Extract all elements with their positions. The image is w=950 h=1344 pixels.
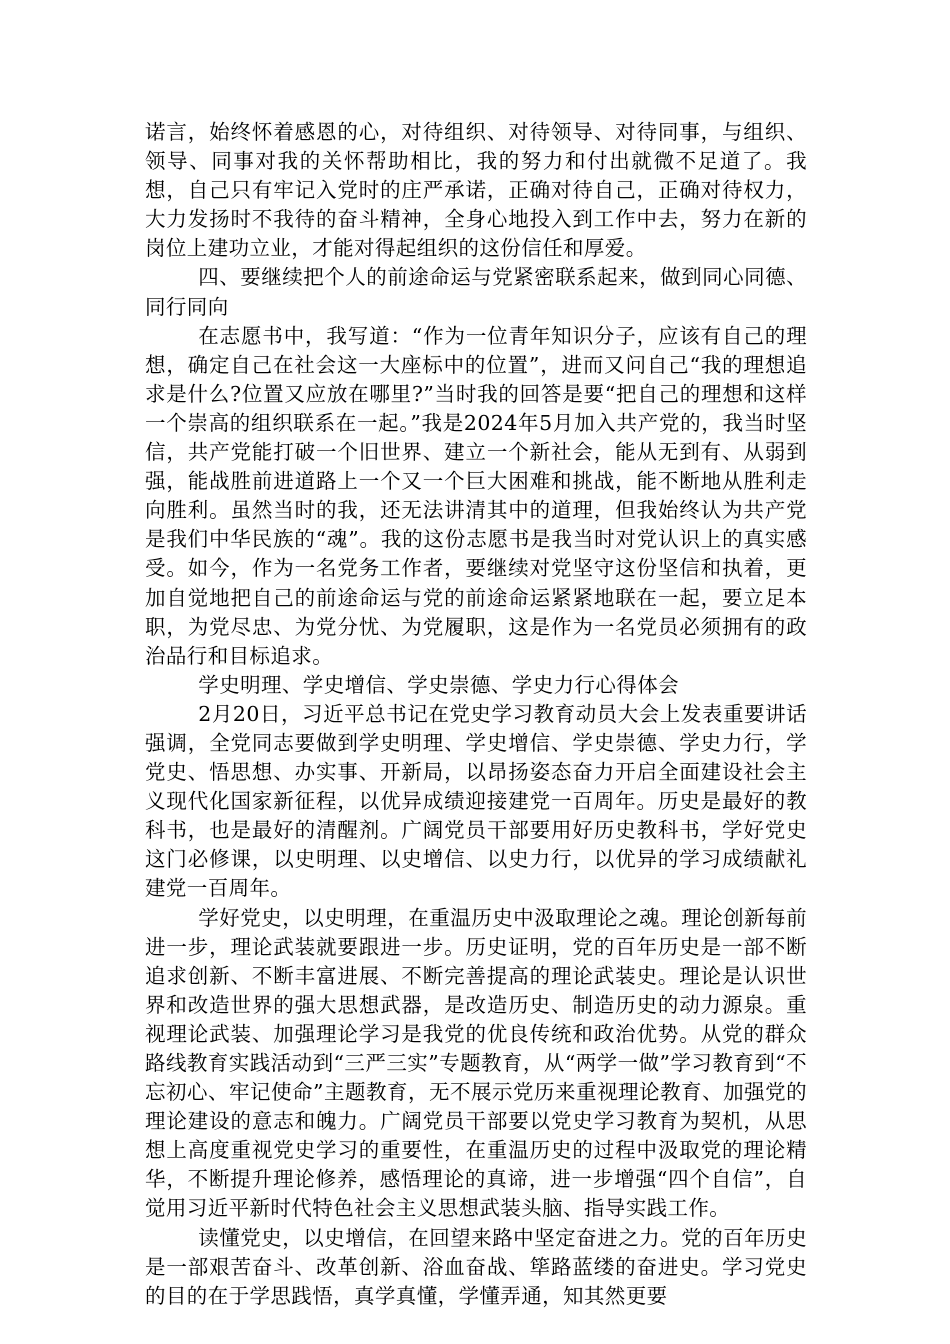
paragraph-1: 诺言，始终怀着感恩的心，对待组织、对待领导、对待同事，与组织、领导、同事对我的关怀帮助相比，我的努力和付出就微不足道了。我想，自己只有牢记入党时的庄严承诺，正确对待自己，正确对待权力，大力发扬时不我待的奋斗精神，全身心地投入到工作中去，努力在新的岗位上建功立业，才能对得起组织的这份信任和厚爱。 (145, 120, 807, 261)
paragraph-5: 2月20日，习近平总书记在党史学习教育动员大会上发表重要讲话强调，全党同志要做到学史明理、学史增信、学史崇德、学史力行，学党史、悟思想、办实事、开新局，以昂扬姿态奋力开启全面建设社会主义现代化国家新征程，以优异成绩迎接建党一百周年。历史是最好的教科书，也是最好的清醒剂。广阔党员干部要用好历史教科书，学好党史这门必修课，以史明理、以史增信、以史力行，以优异的学习成绩献礼建党一百周年。 (145, 701, 807, 901)
paragraph-6: 学好党史，以史明理，在重温历史中汲取理论之魂。理论创新每前进一步，理论武装就要跟进一步。历史证明，党的百年历史是一部不断追求创新、不断丰富进展、不断完善提高的理论武装史。理论是认识世界和改造世界的强大思想武器，是改造历史、制造历史的动力源泉。重视理论武装、加强理论学习是我党的优良传统和政治优势。从党的群众路线教育实践活动到“三严三实”专题教育，从“两学一做”学习教育到“不忘初心、牢记使命”主题教育，无不展示党历来重视理论教育、加强党的理论建设的意志和魄力。广阔党员干部要以党史学习教育为契机，从思想上高度重视党史学习的重要性，在重温历史的过程中汲取党的理论精华，不断提升理论修养，感悟理论的真谛，进一步增强“四个自信”，自觉用习近平新时代特色社会主义思想武装头脑、指导实践工作。 (145, 905, 807, 1221)
document-body (145, 118, 807, 1311)
section-heading-4: 四、要继续把个人的前途命运与党紧密联系起来，做到同心同德、同行同向 (145, 265, 807, 319)
paragraph-7: 读懂党史，以史增信，在回望来路中坚定奋进之力。党的百年历史是一部艰苦奋斗、改革创新、浴血奋战、筚路蓝缕的奋进史。学习党史的目的在于学思践悟，真学真懂，学懂弄通，知其然更要 (145, 1225, 807, 1308)
article-title: 学史明理、学史增信、学史崇德、学史力行心得体会 (198, 672, 679, 697)
paragraph-3: 在志愿书中，我写道：“作为一位青年知识分子，应该有自己的理想，确定自己在社会这一大座标中的位置”，进而又问自己“我的理想追求是什么?位置又应放在哪里?”当时我的回答是要“把自己的理想和这样一个崇高的组织联系在一起。”我是2024年5月加入共产党的，我当时坚信，共产党能打破一个旧世界、建立一个新社会，能从无到有、从弱到强，能战胜前进道路上一个又一个巨大困难和挑战，能不断地从胜利走向胜利。虽然当时的我，还无法讲清其中的道理，但我始终认为共产党是我们中华民族的“魂”。我的这份志愿书是我当时对党认识上的真实感受。如今，作为一名党务工作者，要继续对党坚守这份坚信和执着，更加自觉地把自己的前途命运与党的前途命运紧紧地联在一起，要立足本职，为党尽忠、为党分忧、为党履职，这是作为一名党员必须拥有的政治品行和目标追求。 (145, 323, 807, 668)
